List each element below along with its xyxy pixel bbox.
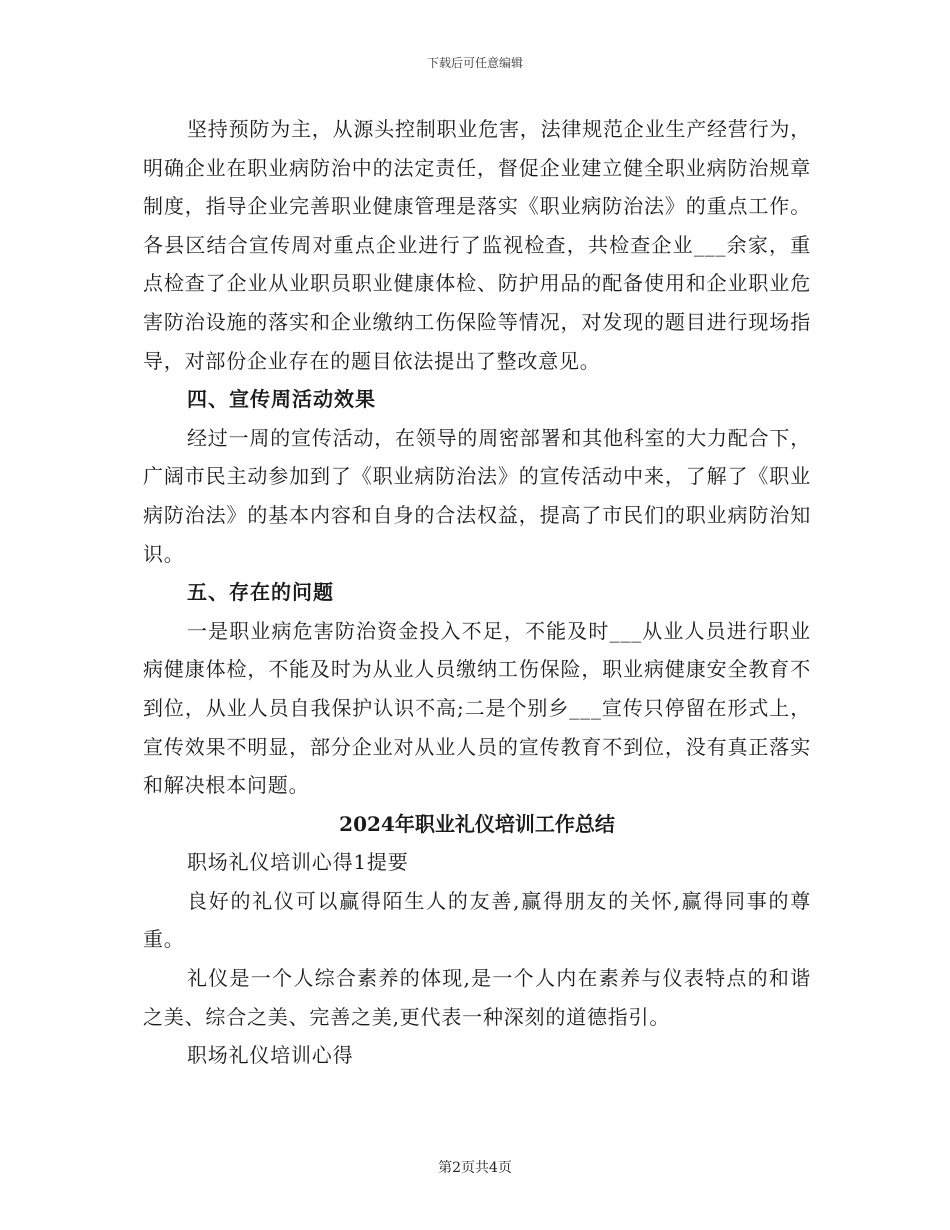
paragraph-etiquette-definition: 礼仪是一个人综合素养的体现,是一个人内在素养与仪表特点的和谐之美、综合之美、完善之美,更代表一种深刻的道德指引。 bbox=[143, 966, 811, 1029]
paragraph-problems: 一是职业病危害防治资金投入不足，不能及时___从业人员进行职业病健康体检，不能及时为从业人员缴纳工伤保险，职业病健康安全教育不到位，从业人员自我保护认识不高;二是个别乡___宣传只停留在形式上，宣传效果不明显，部分企业对从业人员的宣传教育不到位，没有真正落实和解决根本问题。 bbox=[143, 618, 811, 798]
section-title: 2024年职业礼仪培训工作总结 bbox=[339, 811, 615, 836]
paragraph-summary-label: 职场礼仪培训心得1提要 bbox=[187, 850, 409, 875]
document-body bbox=[143, 110, 811, 1075]
heading-campaign-results: 四、宣传周活动效果 bbox=[187, 387, 376, 412]
heading-problems: 五、存在的问题 bbox=[187, 580, 334, 605]
paragraph-etiquette-benefit: 良好的礼仪可以赢得陌生人的友善,赢得朋友的关怀,赢得同事的尊重。 bbox=[143, 888, 811, 952]
paragraph-results: 经过一周的宣传活动，在领导的周密部署和其他科室的大力配合下，广阔市民主动参加到了《职业病防治法》的宣传活动中来，了解了《职业病防治法》的基本内容和自身的合法权益，提高了市民们的职业病防治知识。 bbox=[143, 425, 811, 566]
page-footer: 第2页共4页 bbox=[438, 1160, 512, 1176]
paragraph-experience-label: 职场礼仪培训心得 bbox=[187, 1043, 354, 1068]
paragraph-prevention: 坚持预防为主，从源头控制职业危害，法律规范企业生产经营行为，明确企业在职业病防治中的法定责任，督促企业建立健全职业病防治规章制度，指导企业完善职业健康管理是落实《职业病防治法》的重点工作。各县区结合宣传周对重点企业进行了监视检查，共检查企业___余家，重点检查了企业从业职员职业健康体检、防护用品的配备使用和企业职业危害防治设施的落实和企业缴纳工伤保险等情况，对发现的题目进行现场指导，对部份企业存在的题目依法提出了整改意见。 bbox=[143, 117, 811, 373]
page-header: 下载后可任意编辑 bbox=[426, 56, 523, 70]
